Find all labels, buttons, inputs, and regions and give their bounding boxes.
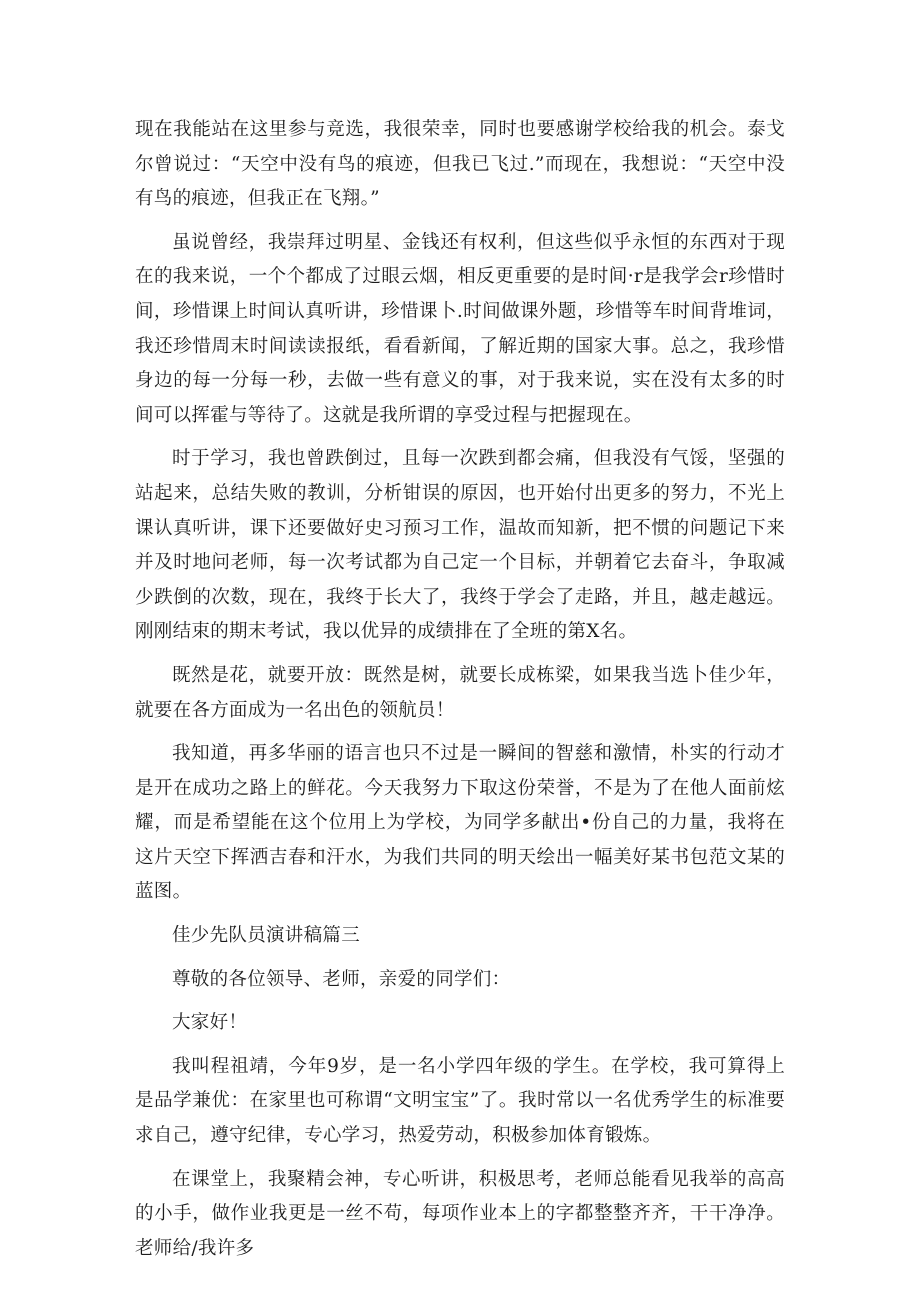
paragraph-time: 虽说曾经，我崇拜过明星、金钱还有权利，但这些似乎永恒的东西对于现在的我来说，一个个都成了过眼云烟，相反更重要的是时间·r是我学会r珍惜时间，珍惜课上时间认真听讲，珍惜课卜.时间做课外题，珍惜等车时间背堆词，我还珍惜周末时间读读报纸，看看新闻，了解近期的国家大事。总之，我珍惜身边的每一分每一秒，去做一些有意义的事，对于我来说，实在没有太多的时间可以挥霍与等待了。这就是我所谓的享受过程与把握现在。 bbox=[135, 231, 785, 426]
salutation: 尊敬的各位领导、老师，亲爱的同学们： bbox=[172, 968, 511, 990]
section-title: 佳少先队员演讲稿篇三 bbox=[172, 925, 361, 947]
paragraph-flower: 既然是花，就要开放：既然是树，就要长成栋梁，如果我当选卜佳少年，就要在各方面成为一名出色的领航员！ bbox=[135, 664, 785, 721]
paragraph-action: 我知道，再多华丽的语言也只不过是一瞬间的智慈和激情，朴实的行动才是开在成功之路上的鲜花。今天我努力下取这份荣誉，不是为了在他人面前炫耀，而是希望能在这个位用上为学校，为同学多献出•份自己的力量，我将在这片天空下挥洒吉春和汗水，为我们共同的明天绘出一幅美好某书包范文某的蓝图。 bbox=[135, 743, 785, 903]
greeting: 大家好！ bbox=[172, 1012, 248, 1034]
document-body bbox=[135, 113, 785, 1275]
paragraph-self-intro: 我叫程祖靖，今年9岁，是一名小学四年级的学生。在学校，我可算得上是品学兼优：在家里也可称谓“文明宝宝”了。我时常以一名优秀学生的标准要求自己，遵守纪律，专心学习，热爱劳动，积极参加体育锻炼。 bbox=[135, 1055, 785, 1147]
paragraph-intro: 现在我能站在这里参与竞选，我很荣幸，同时也要感谢学校给我的机会。泰戈尔曾说过：“天空中没有鸟的痕迹，但我已飞过.”而现在，我想说：“天空中没有鸟的痕迹，但我正在飞翔。” bbox=[135, 119, 785, 210]
paragraph-classroom: 在课堂上，我聚精会神，专心听讲，积极思考，老师总能看见我举的高高的小手，做作业我更是一丝不苟，每项作业本上的字都整整齐齐，干干净净。老师给/我许多 bbox=[135, 1168, 785, 1259]
paragraph-study: 时于学习，我也曾跌倒过，且每一次跌到都会痛，但我没有气馁，坚强的站起来，总结失败的教训，分析钳误的原因，也开始付出更多的努力，不光上课认真听讲，课下还要做好史习预习工作，温故而知新，把不惯的问题记下来并及时地问老师，每一次考试都为自己定一个目标，并朝着它去奋斗，争取减少跌倒的次数，现在，我终于长大了，我终于学会了走路，并且，越走越远。刚刚结束的期末考试，我以优异的成绩排在了全班的第X名。 bbox=[135, 448, 785, 643]
